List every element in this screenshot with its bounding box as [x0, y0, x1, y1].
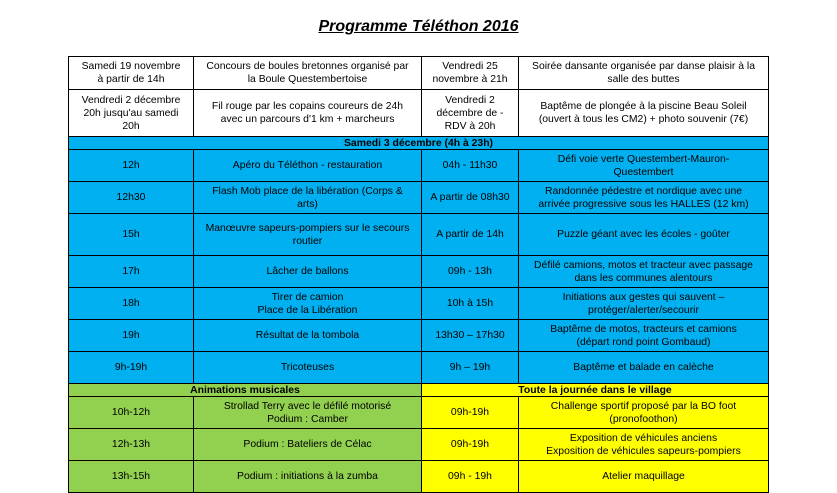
- table-row: [69, 57, 769, 90]
- event-cell: Défi voie verte Questembert-Mauron- Questembert: [519, 150, 769, 182]
- event-cell: Challenge sportif proposé par la BO foot (pronofoothon): [519, 397, 769, 429]
- date-cell: Vendredi 2 décembre 20h jusqu'au samedi 20h: [69, 90, 194, 137]
- time-cell: 12h30: [69, 182, 194, 214]
- event-cell: Puzzle géant avec les écoles - goûter: [519, 214, 769, 256]
- table-row: [69, 461, 769, 493]
- event-cell: Podium : Bateliers de Célac: [194, 429, 422, 461]
- event-cell: Résultat de la tombola: [194, 320, 422, 352]
- time-cell: 09h - 19h: [422, 461, 519, 493]
- event-cell: Atelier maquillage: [519, 461, 769, 493]
- table-row: [69, 429, 769, 461]
- event-cell: Strollad Terry avec le défilé motorisé Podium : Camber: [194, 397, 422, 429]
- event-cell: Tirer de camion Place de la Libération: [194, 288, 422, 320]
- date-cell: Vendredi 25 novembre à 21h: [422, 57, 519, 90]
- section-header-right: Toute la journée dans le village: [422, 384, 769, 397]
- section-header-left: Animations musicales: [69, 384, 422, 397]
- event-cell: Exposition de véhicules anciens Exposition de véhicules sapeurs-pompiers: [519, 429, 769, 461]
- date-cell: Vendredi 2 décembre de - RDV à 20h: [422, 90, 519, 137]
- table-row: [69, 352, 769, 384]
- event-cell: Podium : initiations à la zumba: [194, 461, 422, 493]
- time-cell: 09h-19h: [422, 397, 519, 429]
- section-header-saturday: [69, 137, 769, 150]
- time-cell: 12h-13h: [69, 429, 194, 461]
- table-row: [69, 150, 769, 182]
- event-cell: Défilé camions, motos et tracteur avec passage dans les communes alentours: [519, 256, 769, 288]
- time-cell: 17h: [69, 256, 194, 288]
- event-cell: Tricoteuses: [194, 352, 422, 384]
- event-cell: Baptême et balade en calèche: [519, 352, 769, 384]
- time-cell: 12h: [69, 150, 194, 182]
- table-row: [69, 320, 769, 352]
- time-cell: 15h: [69, 214, 194, 256]
- event-cell: Fil rouge par les copains coureurs de 24h avec un parcours d'1 km + marcheurs: [194, 90, 422, 137]
- table-row: [69, 90, 769, 137]
- table-row: [69, 182, 769, 214]
- event-cell: Apéro du Téléthon - restauration: [194, 150, 422, 182]
- event-cell: Initiations aux gestes qui sauvent – protéger/alerter/secourir: [519, 288, 769, 320]
- programme-table: [68, 56, 769, 493]
- section-header-cell: Samedi 3 décembre (4h à 23h): [69, 137, 769, 150]
- time-cell: 09h-19h: [422, 429, 519, 461]
- section-header-music: [69, 384, 769, 397]
- event-cell: Baptême de motos, tracteurs et camions (départ rond point Gombaud): [519, 320, 769, 352]
- event-cell: Manœuvre sapeurs-pompiers sur le secours routier: [194, 214, 422, 256]
- table-row: [69, 288, 769, 320]
- time-cell: 19h: [69, 320, 194, 352]
- time-cell: 18h: [69, 288, 194, 320]
- time-cell: 9h – 19h: [422, 352, 519, 384]
- event-cell: Lâcher de ballons: [194, 256, 422, 288]
- time-cell: A partir de 14h: [422, 214, 519, 256]
- time-cell: 9h-19h: [69, 352, 194, 384]
- time-cell: 09h - 13h: [422, 256, 519, 288]
- event-cell: Concours de boules bretonnes organisé par la Boule Questembertoise: [194, 57, 422, 90]
- page-title: Programme Téléthon 2016: [318, 18, 519, 35]
- table-row: [69, 256, 769, 288]
- time-cell: 10h à 15h: [422, 288, 519, 320]
- time-cell: 13h30 – 17h30: [422, 320, 519, 352]
- event-cell: Soirée dansante organisée par danse plaisir à la salle des buttes: [519, 57, 769, 90]
- event-cell: Randonnée pédestre et nordique avec une arrivée progressive sous les HALLES (12 km): [519, 182, 769, 214]
- event-cell: Flash Mob place de la libération (Corps & arts): [194, 182, 422, 214]
- table-row: [69, 397, 769, 429]
- date-cell: Samedi 19 novembre à partir de 14h: [69, 57, 194, 90]
- time-cell: A partir de 08h30: [422, 182, 519, 214]
- time-cell: 10h-12h: [69, 397, 194, 429]
- table-row: [69, 214, 769, 256]
- time-cell: 04h - 11h30: [422, 150, 519, 182]
- time-cell: 13h-15h: [69, 461, 194, 493]
- event-cell: Baptême de plongée à la piscine Beau Soleil (ouvert à tous les CM2) + photo souvenir (7€): [519, 90, 769, 137]
